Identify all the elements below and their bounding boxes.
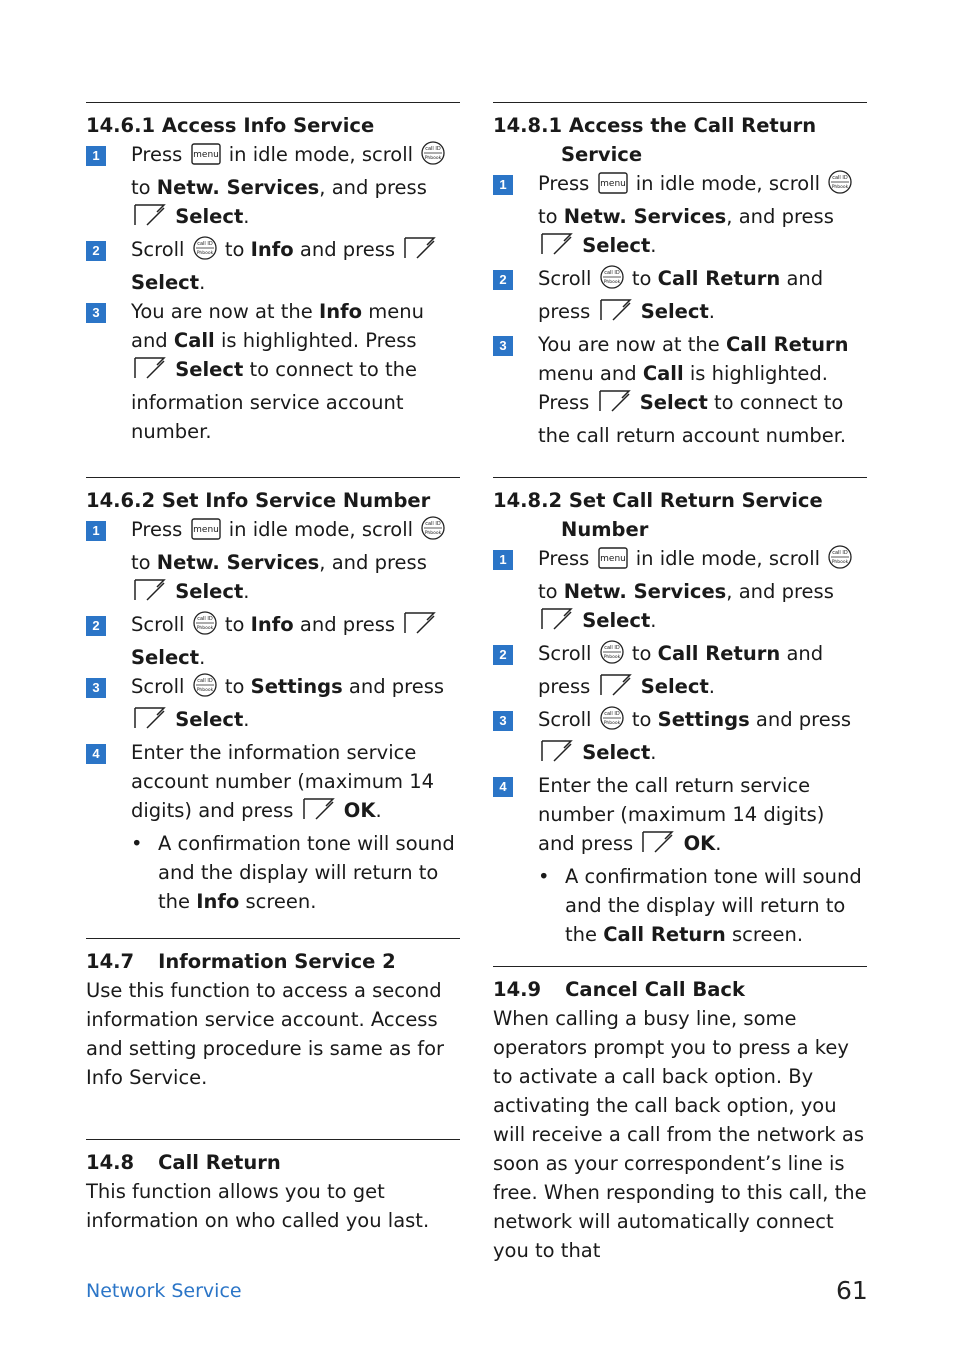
bullet-item: • A confirmation tone will sound and the display will return to the Info screen.: [131, 829, 460, 916]
section-cancel-call-back: [493, 966, 867, 1265]
section-body: Use this function to access a second information service account. Access and setting procedure is same as for Info Service.: [86, 979, 445, 1089]
section-call-return: [86, 1139, 460, 1235]
section-heading: 14.8.1 Access the Call Return Service: [493, 114, 817, 166]
section-heading: 14.8 Call Return: [86, 1151, 281, 1174]
svg-text:Phbook: Phbook: [831, 185, 849, 190]
section-heading: 14.9 Cancel Call Back: [493, 978, 745, 1001]
bullet-dot: •: [131, 832, 143, 855]
svg-text:Phbook: Phbook: [424, 531, 442, 536]
section-body: When calling a busy line, some operators prompt you to press a key to activate a call back option. By activating the call back option, you will receive a call from the network as soon as your correspondent’s line is free. When responding to this call, the network will automatically connect you to that: [493, 1007, 867, 1262]
menu-key-icon: [598, 547, 628, 577]
step-2: 2 Scroll call ID Phbook to Call Return and press Select.: [493, 264, 867, 330]
section-heading: 14.6.1 Access Info Service: [86, 114, 375, 137]
section-heading: 14.6.2 Set Info Service Number: [86, 489, 431, 512]
step-number-badge: 3: [493, 711, 513, 731]
softkey-icon: [599, 673, 633, 705]
nav-key-icon: [421, 141, 445, 173]
step-1: 1 Press menu in idle mode, scroll call ID Phbook to Netw. Services, and press Select.: [493, 544, 867, 639]
svg-text:call ID: call ID: [196, 241, 213, 247]
svg-text:Phbook: Phbook: [424, 156, 442, 161]
softkey-icon: [641, 830, 675, 862]
svg-text:Phbook: Phbook: [196, 688, 213, 693]
svg-text:menu: menu: [192, 525, 219, 535]
step-number-badge: 3: [493, 336, 513, 356]
section-set-call-return-service-number: [493, 477, 867, 949]
step-number-badge: 2: [493, 645, 513, 665]
nav-key-icon: [193, 673, 217, 705]
step-number-badge: 2: [493, 270, 513, 290]
nav-key-icon: [193, 236, 217, 268]
step-3: 3 You are now at the Info menu and Call is highlighted. Press Select to connect to the information service account number.: [86, 297, 460, 446]
nav-key-icon: [193, 611, 217, 643]
svg-text:Phbook: Phbook: [603, 280, 620, 285]
step-number-badge: 2: [86, 241, 106, 261]
svg-text:Phbook: Phbook: [196, 626, 213, 631]
section-access-info-service: [86, 102, 460, 446]
section-body: This function allows you to get information on who called you last.: [86, 1180, 430, 1232]
svg-text:Phbook: Phbook: [603, 721, 620, 726]
step-number-badge: 1: [86, 146, 106, 166]
svg-text:Phbook: Phbook: [831, 560, 849, 565]
section-set-info-service-number: [86, 477, 460, 916]
softkey-icon: [133, 578, 167, 610]
softkey-icon: [598, 389, 632, 421]
step-2: 2 Scroll call ID Phbook to Info and press Select.: [86, 610, 460, 672]
nav-key-icon: [600, 640, 624, 672]
step-1: 1 Press menu in idle mode, scroll call ID Phbook to Netw. Services, and press Select.: [86, 140, 460, 235]
svg-text:call ID: call ID: [832, 175, 849, 181]
step-3: 3 Scroll call ID Phbook to Settings and press Select.: [493, 705, 867, 771]
softkey-icon: [133, 203, 167, 235]
svg-text:call ID: call ID: [196, 678, 213, 684]
section-access-call-return-service: [493, 102, 867, 450]
nav-key-icon: [600, 265, 624, 297]
softkey-icon: [133, 356, 167, 388]
svg-text:call ID: call ID: [425, 521, 442, 527]
softkey-icon: [540, 232, 574, 264]
step-1: 1 Press menu in idle mode, scroll call ID Phbook to Netw. Services, and press Select.: [493, 169, 867, 264]
softkey-icon: [403, 236, 437, 268]
softkey-icon: [540, 739, 574, 771]
nav-key-icon: [421, 516, 445, 548]
step-number-badge: 1: [86, 521, 106, 541]
menu-key-icon: [598, 172, 628, 202]
svg-text:call ID: call ID: [603, 270, 620, 276]
svg-text:call ID: call ID: [603, 645, 620, 651]
step-3: 3 You are now at the Call Return menu and Call is highlighted. Press Select to connect to the call return account number.: [493, 330, 867, 450]
softkey-icon: [302, 797, 336, 829]
softkey-icon: [599, 298, 633, 330]
step-number-badge: 1: [493, 175, 513, 195]
softkey-icon: [133, 706, 167, 738]
svg-text:menu: menu: [599, 179, 626, 189]
bullet-item: • A confirmation tone will sound and the display will return to the Call Return screen.: [538, 862, 867, 949]
svg-text:call ID: call ID: [603, 711, 620, 717]
softkey-icon: [540, 607, 574, 639]
svg-text:Phbook: Phbook: [603, 655, 620, 660]
menu-key-icon: [191, 143, 221, 173]
svg-text:call ID: call ID: [196, 616, 213, 622]
page-number: 61: [836, 1276, 868, 1305]
section-heading: 14.7 Information Service 2: [86, 950, 396, 973]
softkey-icon: [403, 611, 437, 643]
svg-text:Phbook: Phbook: [196, 251, 213, 256]
step-3: 3 Scroll call ID Phbook to Settings and press Select.: [86, 672, 460, 738]
step-number-badge: 3: [86, 678, 106, 698]
step-2: 2 Scroll call ID Phbook to Info and press Select.: [86, 235, 460, 297]
step-4: 4 Enter the call return service number (maximum 14 digits) and press OK. • A confirmation tone will sound and the display will return to the Call Return screen.: [493, 771, 867, 949]
svg-text:menu: menu: [192, 150, 219, 160]
bullet-dot: •: [538, 865, 550, 888]
step-number-badge: 4: [493, 777, 513, 797]
section-information-service-2: [86, 938, 460, 1092]
step-4: 4 Enter the information service account number (maximum 14 digits) and press OK. • A confirmation tone will sound and the display will return to the Info screen.: [86, 738, 460, 916]
menu-key-icon: [191, 518, 221, 548]
svg-text:call ID: call ID: [425, 146, 442, 152]
footer-section-name: Network Service: [86, 1280, 242, 1302]
step-1: 1 Press menu in idle mode, scroll call ID Phbook to Netw. Services, and press Select.: [86, 515, 460, 610]
step-2: 2 Scroll call ID Phbook to Call Return and press Select.: [493, 639, 867, 705]
svg-text:menu: menu: [599, 554, 626, 564]
nav-key-icon: [828, 170, 852, 202]
step-number-badge: 2: [86, 616, 106, 636]
step-number-badge: 1: [493, 550, 513, 570]
step-number-badge: 3: [86, 303, 106, 323]
svg-text:call ID: call ID: [832, 550, 849, 556]
section-heading: 14.8.2 Set Call Return Service Number: [493, 489, 823, 541]
nav-key-icon: [600, 706, 624, 738]
nav-key-icon: [828, 545, 852, 577]
step-number-badge: 4: [86, 744, 106, 764]
